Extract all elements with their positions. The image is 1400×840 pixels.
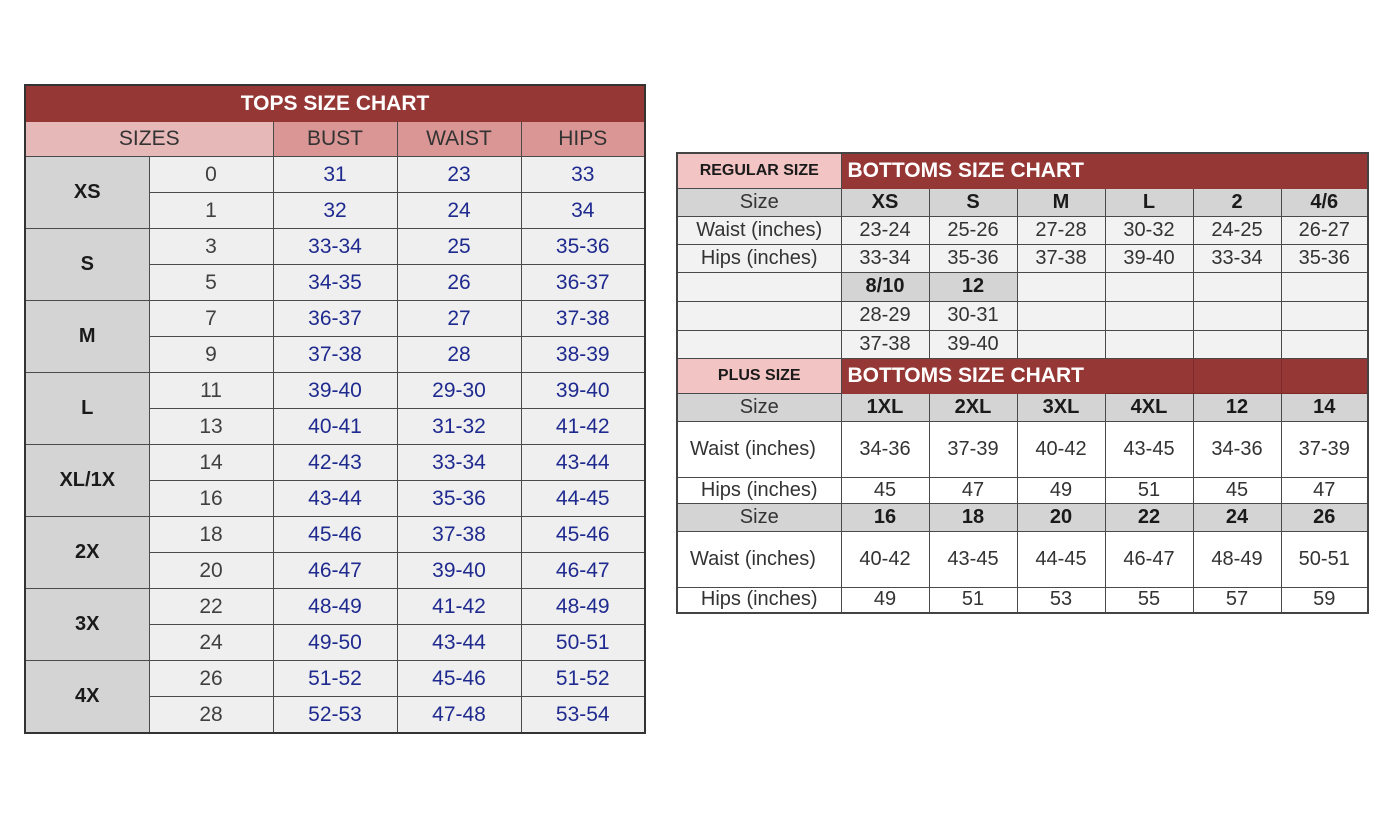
tops-waist-value: 28 (397, 337, 521, 373)
regular-hips-value: 37-38 (1017, 244, 1105, 272)
regular-extra-hips-value: 39-40 (929, 330, 1017, 358)
plus-waist-value: 34-36 (1193, 421, 1281, 477)
tops-numeric-size: 20 (149, 553, 273, 589)
plus-header-block (1105, 358, 1193, 393)
regular-waist-value: 23-24 (841, 216, 929, 244)
regular-size: M (1017, 188, 1105, 216)
tops-size-label: 2X (25, 517, 149, 589)
tops-bust-value: 33-34 (273, 229, 397, 265)
tops-waist-value: 43-44 (397, 625, 521, 661)
regular-hips-value: 35-36 (1281, 244, 1368, 272)
plus-hips-value: 45 (841, 477, 929, 503)
tops-table-body (25, 85, 645, 733)
plus-hips-value: 59 (1281, 587, 1368, 613)
plus-waist-value: 50-51 (1281, 531, 1368, 587)
tops-chart-title: TOPS SIZE CHART (25, 85, 645, 122)
table-row (25, 661, 645, 697)
plus-hips-label: Hips (inches) (677, 477, 841, 503)
empty-cell (1105, 330, 1193, 358)
tops-header-waist: WAIST (397, 122, 521, 157)
tops-numeric-size: 24 (149, 625, 273, 661)
plus-waist-label: Waist (inches) (677, 531, 841, 587)
tops-header-hips: HIPS (521, 122, 645, 157)
table-row (25, 589, 645, 625)
regular-waist-value: 25-26 (929, 216, 1017, 244)
bottoms-size-chart (676, 152, 1369, 614)
regular-waist-value: 30-32 (1105, 216, 1193, 244)
regular-waist-label: Waist (inches) (677, 216, 841, 244)
tops-numeric-size: 11 (149, 373, 273, 409)
tops-numeric-size: 16 (149, 481, 273, 517)
tops-bust-value: 46-47 (273, 553, 397, 589)
plus-size: 12 (1193, 393, 1281, 421)
table-row (677, 393, 1368, 421)
tops-numeric-size: 5 (149, 265, 273, 301)
plus-chart-title: BOTTOMS SIZE CHART (841, 358, 1105, 393)
table-row (677, 531, 1368, 587)
plus-size: 26 (1281, 503, 1368, 531)
plus-hips-value: 47 (929, 477, 1017, 503)
empty-cell (1193, 301, 1281, 330)
table-row (677, 188, 1368, 216)
tops-header-bust: BUST (273, 122, 397, 157)
tops-numeric-size: 14 (149, 445, 273, 481)
tops-waist-value: 33-34 (397, 445, 521, 481)
plus-hips-value: 51 (1105, 477, 1193, 503)
tops-hips-value: 34 (521, 193, 645, 229)
plus-waist-value: 48-49 (1193, 531, 1281, 587)
tops-numeric-size: 22 (149, 589, 273, 625)
regular-size: 2 (1193, 188, 1281, 216)
tops-bust-value: 32 (273, 193, 397, 229)
tops-hips-value: 48-49 (521, 589, 645, 625)
tops-bust-value: 51-52 (273, 661, 397, 697)
tops-numeric-size: 9 (149, 337, 273, 373)
tops-hips-value: 51-52 (521, 661, 645, 697)
tops-waist-value: 25 (397, 229, 521, 265)
tops-numeric-size: 1 (149, 193, 273, 229)
tops-waist-value: 41-42 (397, 589, 521, 625)
plus-waist-value: 37-39 (1281, 421, 1368, 477)
table-row (677, 244, 1368, 272)
plus-waist-value: 43-45 (1105, 421, 1193, 477)
tops-bust-value: 45-46 (273, 517, 397, 553)
plus-hips-value: 47 (1281, 477, 1368, 503)
empty-cell (1281, 301, 1368, 330)
tops-numeric-size: 18 (149, 517, 273, 553)
empty-cell (677, 330, 841, 358)
empty-cell (1017, 272, 1105, 301)
tops-hips-value: 43-44 (521, 445, 645, 481)
regular-extra-waist-value: 30-31 (929, 301, 1017, 330)
table-row (25, 445, 645, 481)
plus-hips-value: 53 (1017, 587, 1105, 613)
table-row (25, 373, 645, 409)
tops-size-label: XL/1X (25, 445, 149, 517)
plus-size: 2XL (929, 393, 1017, 421)
regular-hips-value: 39-40 (1105, 244, 1193, 272)
tops-hips-value: 37-38 (521, 301, 645, 337)
regular-waist-value: 27-28 (1017, 216, 1105, 244)
plus-waist-value: 34-36 (841, 421, 929, 477)
plus-hips-label: Hips (inches) (677, 587, 841, 613)
tops-size-label: 3X (25, 589, 149, 661)
plus-hips-value: 51 (929, 587, 1017, 613)
tops-header-sizes: SIZES (25, 122, 273, 157)
plus-size: 1XL (841, 393, 929, 421)
empty-cell (1105, 272, 1193, 301)
tops-bust-value: 42-43 (273, 445, 397, 481)
table-row (25, 157, 645, 193)
tops-bust-value: 48-49 (273, 589, 397, 625)
regular-extra-size: 8/10 (841, 272, 929, 301)
table-row (25, 517, 645, 553)
plus-size: 4XL (1105, 393, 1193, 421)
tops-bust-value: 39-40 (273, 373, 397, 409)
regular-chart-title: BOTTOMS SIZE CHART (841, 153, 1368, 188)
tops-bust-value: 37-38 (273, 337, 397, 373)
plus-size: 3XL (1017, 393, 1105, 421)
table-row (677, 216, 1368, 244)
plus-waist-value: 40-42 (841, 531, 929, 587)
tops-hips-value: 53-54 (521, 697, 645, 734)
empty-cell (1017, 301, 1105, 330)
regular-extra-hips-value: 37-38 (841, 330, 929, 358)
tops-hips-value: 38-39 (521, 337, 645, 373)
tops-waist-value: 26 (397, 265, 521, 301)
plus-header-block (1281, 358, 1368, 393)
tops-waist-value: 27 (397, 301, 521, 337)
bottoms-table-body (677, 153, 1368, 613)
plus-hips-value: 57 (1193, 587, 1281, 613)
plus-size: 22 (1105, 503, 1193, 531)
plus-waist-label: Waist (inches) (677, 421, 841, 477)
tops-bust-value: 43-44 (273, 481, 397, 517)
plus-header-block (1193, 358, 1281, 393)
regular-size: L (1105, 188, 1193, 216)
tops-bust-value: 34-35 (273, 265, 397, 301)
table-row (677, 587, 1368, 613)
tops-numeric-size: 3 (149, 229, 273, 265)
tops-numeric-size: 13 (149, 409, 273, 445)
table-row (677, 272, 1368, 301)
tops-waist-value: 45-46 (397, 661, 521, 697)
plus-size-label: PLUS SIZE (677, 358, 841, 393)
plus-waist-value: 40-42 (1017, 421, 1105, 477)
tops-numeric-size: 26 (149, 661, 273, 697)
tops-hips-value: 33 (521, 157, 645, 193)
regular-size: 4/6 (1281, 188, 1368, 216)
tops-bust-value: 31 (273, 157, 397, 193)
tops-numeric-size: 7 (149, 301, 273, 337)
regular-hips-label: Hips (inches) (677, 244, 841, 272)
empty-cell (1281, 330, 1368, 358)
table-row (25, 229, 645, 265)
regular-size-row-label: Size (677, 188, 841, 216)
plus-size: 24 (1193, 503, 1281, 531)
plus-waist-value: 43-45 (929, 531, 1017, 587)
regular-size: XS (841, 188, 929, 216)
plus-waist-value: 46-47 (1105, 531, 1193, 587)
plus-size: 20 (1017, 503, 1105, 531)
empty-cell (677, 301, 841, 330)
regular-hips-value: 33-34 (1193, 244, 1281, 272)
tops-size-chart (24, 84, 646, 734)
tops-waist-value: 37-38 (397, 517, 521, 553)
tops-waist-value: 39-40 (397, 553, 521, 589)
plus-size: 14 (1281, 393, 1368, 421)
plus-size: 16 (841, 503, 929, 531)
tops-waist-value: 31-32 (397, 409, 521, 445)
tops-numeric-size: 0 (149, 157, 273, 193)
tops-bust-value: 52-53 (273, 697, 397, 734)
table-row (677, 301, 1368, 330)
tops-hips-value: 35-36 (521, 229, 645, 265)
empty-cell (1193, 272, 1281, 301)
plus-size-row-label: Size (677, 393, 841, 421)
table-row (677, 421, 1368, 477)
tops-bust-value: 40-41 (273, 409, 397, 445)
tops-size-label: L (25, 373, 149, 445)
plus-waist-value: 44-45 (1017, 531, 1105, 587)
regular-hips-value: 35-36 (929, 244, 1017, 272)
empty-cell (1193, 330, 1281, 358)
tops-waist-value: 29-30 (397, 373, 521, 409)
tops-size-label: XS (25, 157, 149, 229)
plus-hips-value: 49 (1017, 477, 1105, 503)
plus-hips-value: 49 (841, 587, 929, 613)
tops-bust-value: 49-50 (273, 625, 397, 661)
table-row (677, 330, 1368, 358)
empty-cell (677, 272, 841, 301)
tops-hips-value: 36-37 (521, 265, 645, 301)
tops-hips-value: 39-40 (521, 373, 645, 409)
regular-extra-waist-value: 28-29 (841, 301, 929, 330)
regular-hips-value: 33-34 (841, 244, 929, 272)
table-row (677, 477, 1368, 503)
empty-cell (1105, 301, 1193, 330)
plus-size-row-label: Size (677, 503, 841, 531)
tops-hips-value: 44-45 (521, 481, 645, 517)
empty-cell (1017, 330, 1105, 358)
tops-hips-value: 41-42 (521, 409, 645, 445)
tops-size-label: S (25, 229, 149, 301)
regular-size-label: REGULAR SIZE (677, 153, 841, 188)
table-row (25, 301, 645, 337)
tops-size-label: 4X (25, 661, 149, 734)
tops-waist-value: 24 (397, 193, 521, 229)
regular-waist-value: 24-25 (1193, 216, 1281, 244)
tops-bust-value: 36-37 (273, 301, 397, 337)
plus-waist-value: 37-39 (929, 421, 1017, 477)
tops-waist-value: 23 (397, 157, 521, 193)
empty-cell (1281, 272, 1368, 301)
tops-hips-value: 45-46 (521, 517, 645, 553)
regular-extra-size: 12 (929, 272, 1017, 301)
tops-hips-value: 50-51 (521, 625, 645, 661)
plus-size: 18 (929, 503, 1017, 531)
tops-waist-value: 47-48 (397, 697, 521, 734)
plus-hips-value: 55 (1105, 587, 1193, 613)
tops-size-label: M (25, 301, 149, 373)
tops-waist-value: 35-36 (397, 481, 521, 517)
table-row (677, 503, 1368, 531)
regular-waist-value: 26-27 (1281, 216, 1368, 244)
tops-hips-value: 46-47 (521, 553, 645, 589)
regular-size: S (929, 188, 1017, 216)
tops-numeric-size: 28 (149, 697, 273, 734)
plus-hips-value: 45 (1193, 477, 1281, 503)
